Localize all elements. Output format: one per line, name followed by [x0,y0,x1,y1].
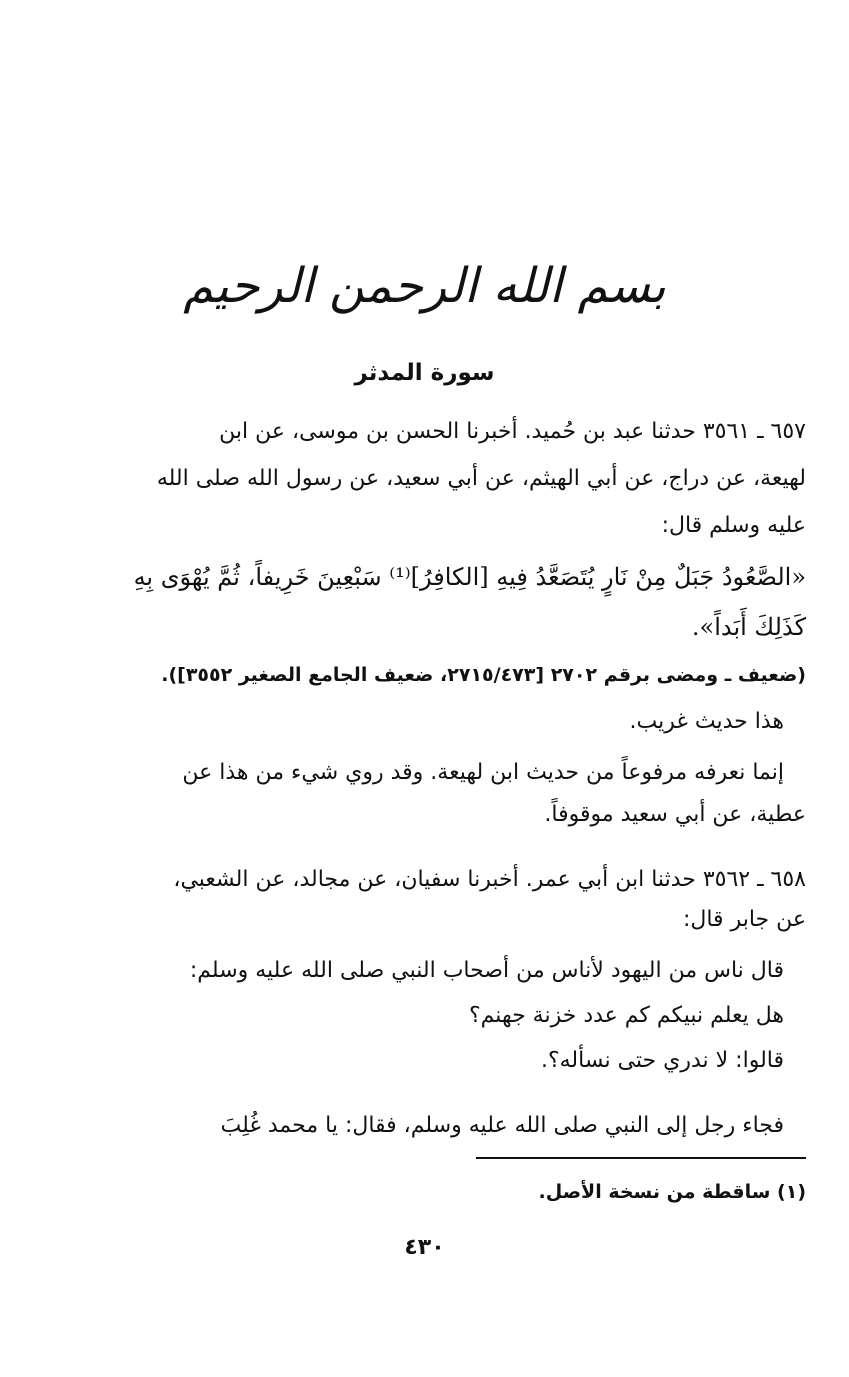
text-line: هل يعلم نبيكم كم عدد خزنة جهنم؟ [468,1003,784,1028]
text-line: عن جابر قال: [682,907,806,932]
text-line: كَذَلِكَ أَبَداً». [691,613,806,641]
hadith-658-isnad [48,860,806,940]
text-line: ٦٥٨ ـ ٣٥٦٢ حدثنا ابن أبي عمر. أخبرنا سفيان، عن مجالد، عن الشعبي، [173,867,806,892]
text-line: فجاء رجل إلى النبي صلى الله عليه وسلم، فقال: يا محمد غُلِبَ [220,1113,784,1138]
page-number: ٤٣٠ [404,1235,445,1260]
text-line: قال ناس من اليهود لأناس من أصحاب النبي صلى الله عليه وسلم: [189,958,784,983]
hadith-657-matn [48,552,806,652]
text-line: إنما نعرفه مرفوعاً من حديث ابن لهيعة. وقد روي شيء من هذا عن [182,760,784,785]
footnote: (١) ساقطة من نسخة الأصل. [538,1181,806,1203]
hadith-657-commentary-2 [48,752,806,836]
hadith-658-continuation [48,1104,806,1148]
text-line: عطية، عن أبي سعيد موقوفاً. [544,802,806,827]
basmala-calligraphy: بسم الله الرحمن الرحيم [183,258,666,314]
hadith-657-grading [48,660,806,690]
text-line: «الصَّعُودُ جَبَلٌ مِنْ نَارٍ يُتَصَعَّدُ فِيهِ [الكافِرُ]⁽¹⁾ سَبْعِينَ خَرِيفاً، ثُمَّ يُهْوَى بِهِ [133,563,806,591]
text-line: ٦٥٧ ـ ٣٥٦١ حدثنا عبد بن حُميد. أخبرنا الحسن بن موسى، عن ابن [219,419,806,444]
text-line: لهيعة، عن دراج، عن أبي الهيثم، عن أبي سعيد، عن رسول الله صلى الله [156,466,806,491]
text-line: قالوا: لا ندري حتى نسأله؟. [540,1048,784,1073]
footnote-divider [476,1157,806,1159]
text-line: عليه وسلم قال: [661,513,806,538]
comment-gharib: هذا حديث غريب. [629,709,784,734]
hadith-657-commentary [48,700,806,744]
surah-title: سورة المدثر [354,360,495,386]
grading-text: (ضعيف ـ ومضى برقم ٢٧٠٢ [٢٧١٥/٤٧٣، ضعيف الجامع الصغير ٣٥٥٢]). [161,664,806,686]
hadith-657-isnad [48,408,806,549]
hadith-658-matn [48,948,806,1083]
